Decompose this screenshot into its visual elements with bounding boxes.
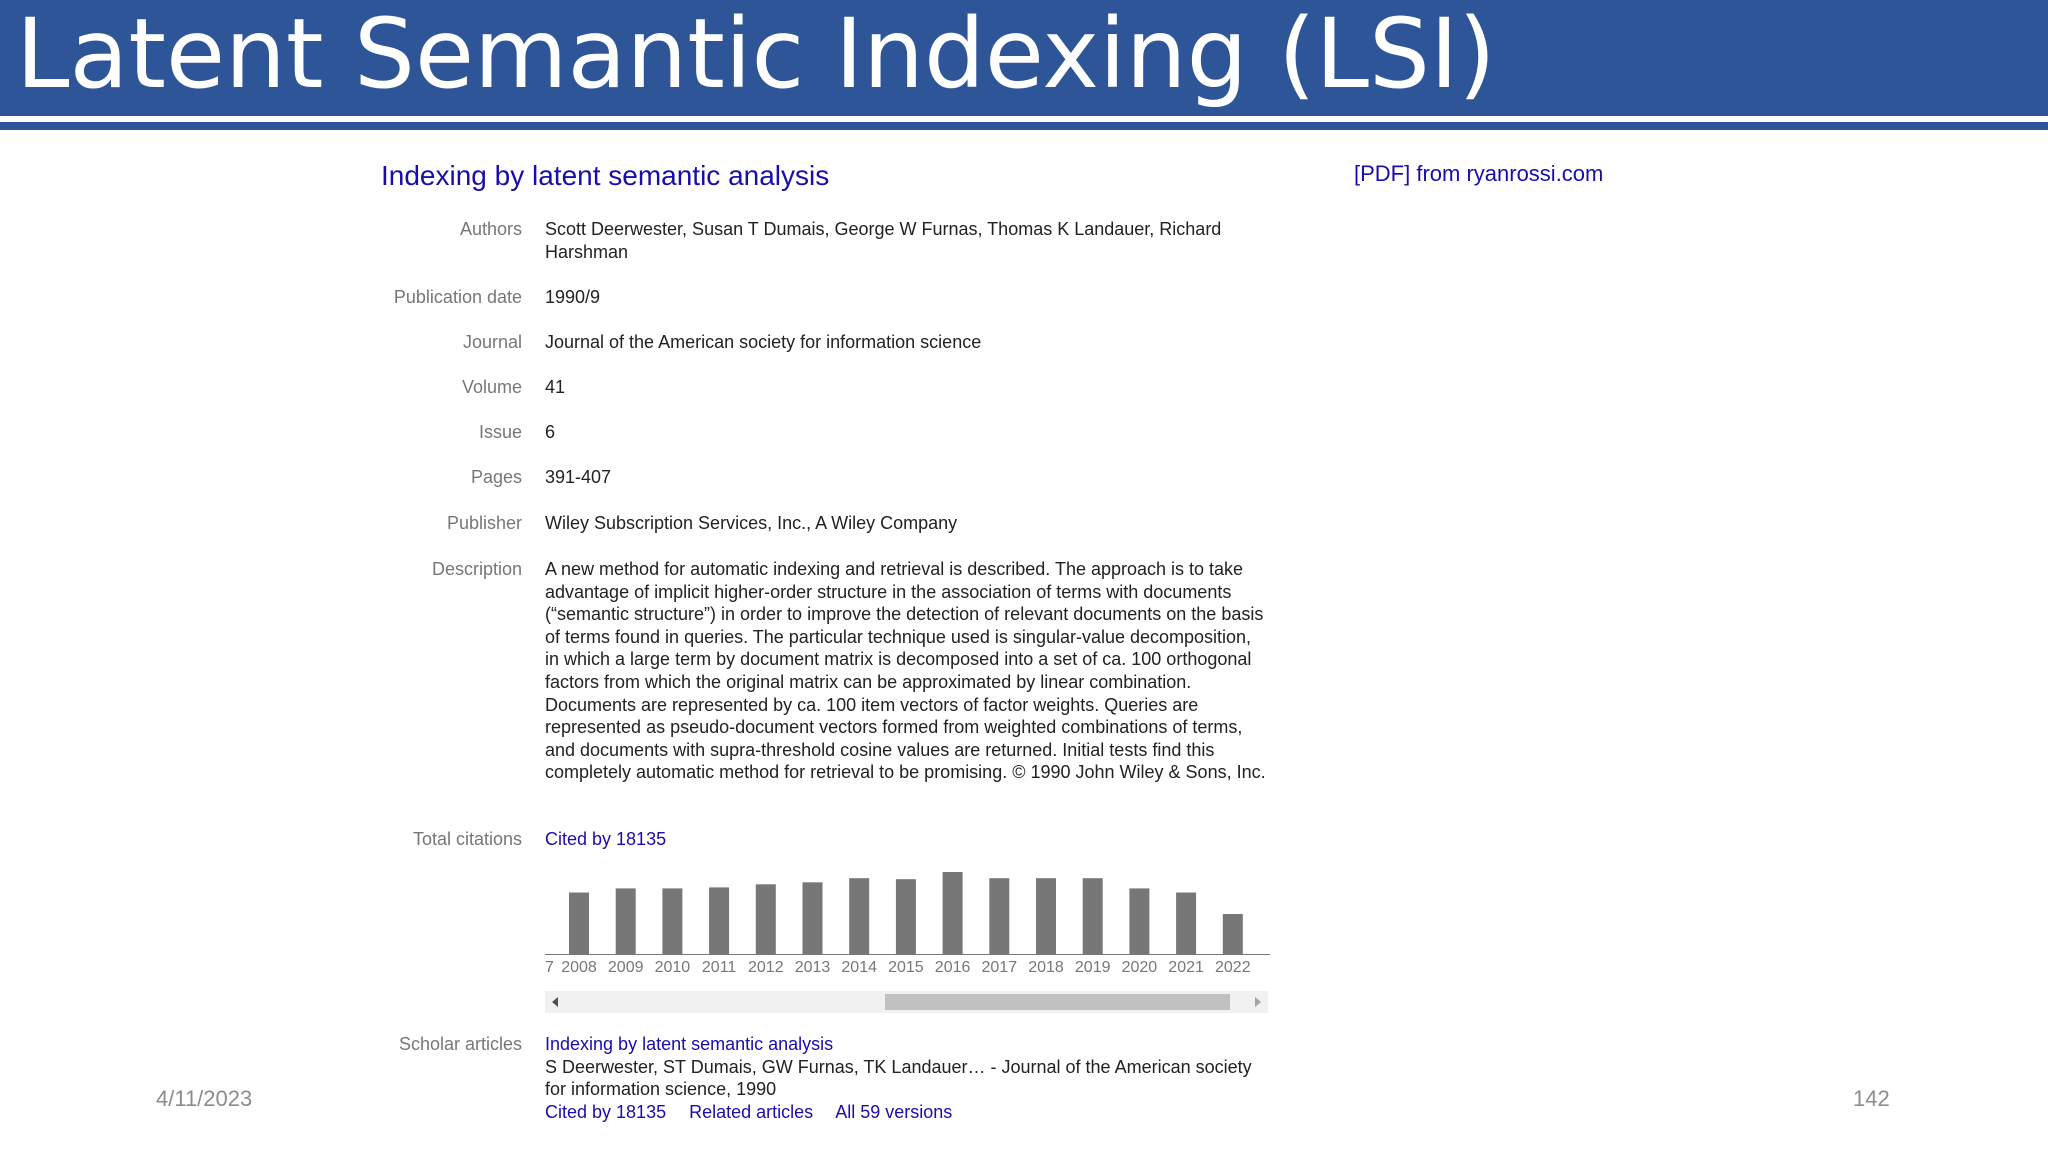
- issue-label: Issue: [478, 422, 522, 442]
- issue-value: 6: [545, 422, 556, 442]
- x-tick-label-2022: 2022: [1215, 959, 1251, 976]
- slide-date: 4/11/2023: [156, 1086, 253, 1111]
- publisher-label: Publisher: [446, 513, 522, 533]
- x-tick-label-2010: 2010: [654, 959, 691, 976]
- scroll-thumb[interactable]: [885, 994, 1230, 1010]
- x-tick-label-2009: 2009: [607, 959, 644, 976]
- x-tick-label-2012: 2012: [748, 959, 784, 976]
- x-tick-label-2016: 2016: [934, 959, 971, 976]
- scholar-article-authors: S Deerwester, ST Dumais, GW Furnas, TK Landauer… - Journal of the American society for information science, 1990: [545, 1056, 1252, 1100]
- volume-value: 41: [545, 377, 566, 397]
- x-tick-label-2015: 2015: [888, 959, 924, 976]
- scholar-article-links: [545, 1101, 1270, 1124]
- bar-2022[interactable]: [1223, 914, 1243, 954]
- related-articles-link[interactable]: Related articles: [689, 1101, 814, 1122]
- bar-2012[interactable]: [756, 884, 776, 954]
- authors-label: Authors: [459, 219, 522, 239]
- scholar-article-entry: [545, 1033, 1270, 1123]
- slide-page-number: 142: [1853, 1086, 1890, 1111]
- x-tick-label-2014: 2014: [841, 959, 877, 976]
- bar-2021[interactable]: [1176, 893, 1196, 955]
- x-tick-label-2017: 2017: [981, 959, 1018, 976]
- bar-2013[interactable]: [803, 882, 823, 954]
- x-tick-label-2020: 2020: [1121, 959, 1158, 976]
- bar-2019[interactable]: [1083, 878, 1103, 954]
- all-versions-link[interactable]: All 59 versions: [835, 1101, 953, 1122]
- pdf-link[interactable]: [PDF] from ryanrossi.com: [1354, 161, 1604, 186]
- publication-date-value: 1990/9: [545, 287, 601, 307]
- bar-2017[interactable]: [989, 878, 1009, 954]
- total-citations-label: Total citations: [412, 829, 522, 849]
- scroll-right-arrow-icon[interactable]: [1255, 997, 1261, 1007]
- authors-value: Scott Deerwester, Susan T Dumais, George W Furnas, Thomas K Landauer, Richard Harshman: [545, 219, 1222, 262]
- bar-2018[interactable]: [1036, 878, 1056, 954]
- x-tick-label-2018: 2018: [1028, 959, 1064, 976]
- bar-2008[interactable]: [569, 893, 589, 955]
- bar-2009[interactable]: [616, 888, 636, 954]
- scroll-left-arrow-icon[interactable]: [552, 997, 558, 1007]
- bar-2014[interactable]: [849, 878, 869, 954]
- x-tick-label-2013: 2013: [794, 959, 831, 976]
- volume-label: Volume: [461, 377, 522, 397]
- cited-by-link[interactable]: Cited by 18135: [545, 829, 667, 849]
- bar-2010[interactable]: [662, 888, 682, 954]
- title-underline: [0, 122, 2048, 130]
- publication-date-label: Publication date: [393, 287, 522, 307]
- article-title-link[interactable]: Indexing by latent semantic analysis: [381, 160, 830, 191]
- journal-label: Journal: [462, 332, 522, 352]
- scholar-article-title-link[interactable]: Indexing by latent semantic analysis: [545, 1034, 834, 1054]
- bar-2011[interactable]: [709, 887, 729, 954]
- slide-title-bar: [0, 0, 2048, 116]
- x-tick-label-2011: 2011: [701, 959, 737, 976]
- citations-bar-chart: [545, 862, 1270, 980]
- pages-value: 391-407: [545, 467, 612, 487]
- publisher-value: Wiley Subscription Services, Inc., A Wiley Company: [545, 513, 958, 533]
- bar-2015[interactable]: [896, 879, 916, 954]
- journal-value: Journal of the American society for information science: [545, 332, 982, 352]
- slide-title: Latent Semantic Indexing (LSI): [16, 0, 1496, 110]
- pages-label: Pages: [470, 467, 522, 487]
- x-tick-label-partial: 7: [545, 959, 554, 976]
- bar-2016[interactable]: [943, 872, 963, 954]
- chart-horizontal-scrollbar[interactable]: [545, 991, 1268, 1013]
- bar-2020[interactable]: [1129, 888, 1149, 954]
- x-tick-label-2019: 2019: [1074, 959, 1111, 976]
- description-value: A new method for automatic indexing and retrieval is described. The approach is to take advantage of implicit higher-order structure in the association of terms with documents (“semantic structure”) in order to improve the detection of relevant documents on the basis of terms found in queries. The particular technique used is singular-value decomposition, in which a large term by document matrix is decomposed into a set of ca. 100 orthogonal factors from which the original matrix can be approximated by linear combination. Documents are represented by ca. 100 item vectors of factor weights. Queries are represented as pseudo-document vectors formed from weighted combinations of terms, and documents with supra-threshold cosine values are returned. Initial tests find this completely automatic method for retrieval to be promising. © 1990 John Wiley & Sons, Inc.: [545, 559, 1266, 783]
- description-label: Description: [431, 559, 522, 579]
- x-tick-label-2008: 2008: [561, 959, 597, 976]
- citations-chart-svg: [545, 862, 1270, 980]
- x-tick-label-2021: 2021: [1168, 959, 1204, 976]
- scholar-cited-by-link[interactable]: Cited by 18135: [545, 1101, 667, 1122]
- scholar-articles-label: Scholar articles: [398, 1034, 522, 1054]
